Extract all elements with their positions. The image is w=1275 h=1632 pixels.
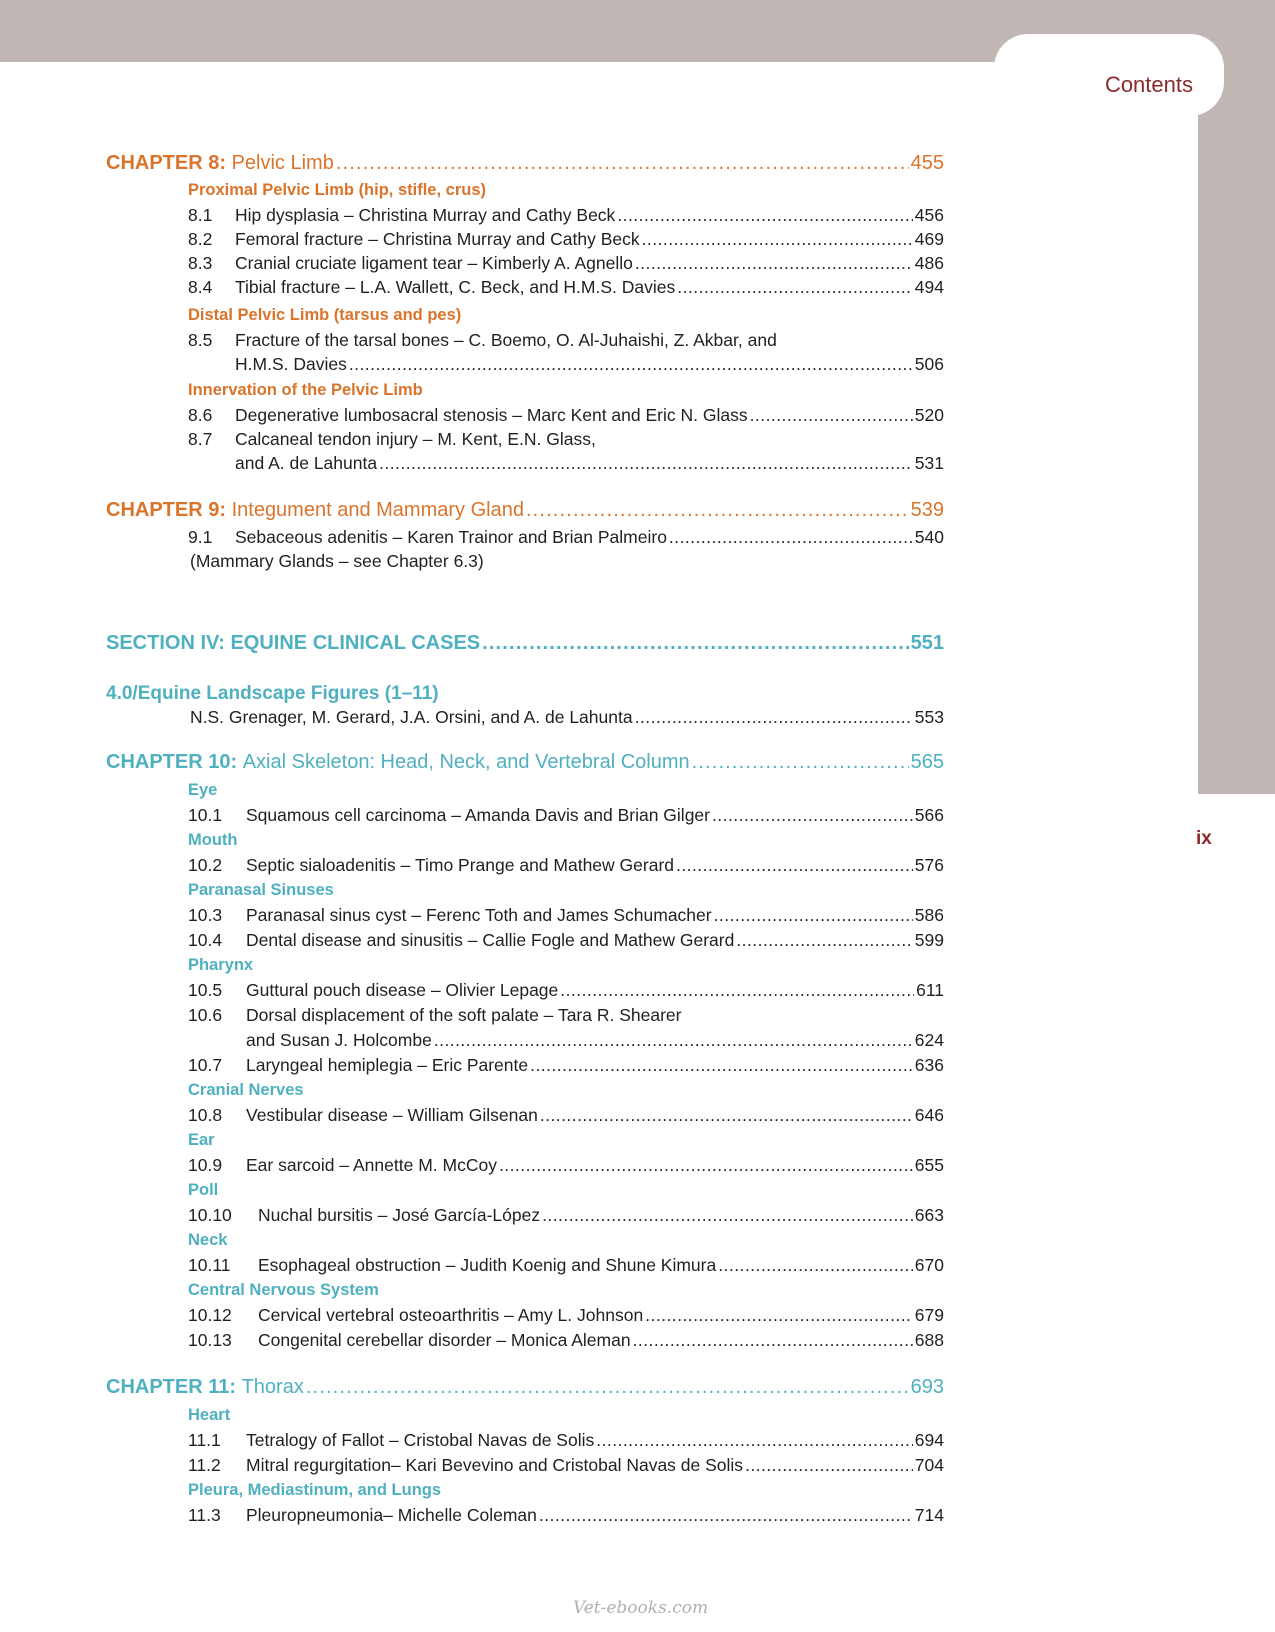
toc-entry[interactable]: 8.2 Femoral fracture – Christina Murray and Cathy Beck . . . 469 xyxy=(106,229,944,250)
toc-entry[interactable]: 10.12 Cervical vertebral osteoarthritis – Amy L. Johnson . . . 679 xyxy=(106,1305,944,1326)
toc-entry[interactable]: 10.10 Nuchal bursitis – José García-López . . . 663 xyxy=(106,1205,944,1226)
toc-entry-continued[interactable]: and A. de Lahunta . . . 531 xyxy=(106,453,944,474)
toc-entry[interactable]: 10.2 Septic sialoadenitis – Timo Prange and Mathew Gerard . . . 576 xyxy=(106,855,944,876)
toc-entry[interactable]: 10.11 Esophageal obstruction – Judith Koenig and Shune Kimura . . . 670 xyxy=(106,1255,944,1276)
subheading: Mouth xyxy=(188,831,238,849)
page-number: ix xyxy=(1196,828,1212,849)
chapter-9-heading[interactable]: CHAPTER 9: Integument and Mammary Gland . . . 539 xyxy=(106,499,944,522)
toc-entry[interactable]: 11.3 Pleuropneumonia– Michelle Coleman . . . 714 xyxy=(106,1505,944,1526)
subheading: Cranial Nerves xyxy=(188,1081,304,1099)
toc-entry-continued[interactable]: and Susan J. Holcombe . . . 624 xyxy=(106,1030,944,1051)
subheading: Poll xyxy=(188,1181,219,1199)
chapter-11-heading[interactable]: CHAPTER 11: Thorax . . . 693 xyxy=(106,1376,944,1399)
toc-entry[interactable]: 8.4 Tibial fracture – L.A. Wallett, C. Beck, and H.M.S. Davies . . . 494 xyxy=(106,277,944,298)
toc-entry-continued[interactable]: H.M.S. Davies . . . 506 xyxy=(106,354,944,375)
subheading: Distal Pelvic Limb (tarsus and pes) xyxy=(188,306,462,324)
cross-reference-note: (Mammary Glands – see Chapter 6.3) xyxy=(190,551,484,571)
dot-leader xyxy=(336,152,909,175)
running-head: Contents xyxy=(1104,72,1193,97)
watermark: Vet-ebooks.com xyxy=(573,1598,709,1618)
toc-entry[interactable]: 8.7 Calcaneal tendon injury – M. Kent, E.N. Glass, xyxy=(188,429,596,449)
toc-entry[interactable]: 8.1 Hip dysplasia – Christina Murray and Cathy Beck . . . 456 xyxy=(106,205,944,226)
toc-entry[interactable]: 10.1 Squamous cell carcinoma – Amanda Davis and Brian Gilger . . . 566 xyxy=(106,805,944,826)
subheading: Heart xyxy=(188,1406,231,1424)
subheading: Neck xyxy=(188,1231,228,1249)
subheading: Innervation of the Pelvic Limb xyxy=(188,381,423,399)
toc-entry[interactable]: 10.3 Paranasal sinus cyst – Ferenc Toth and James Schumacher . . . 586 xyxy=(106,905,944,926)
subheading: Eye xyxy=(188,781,218,799)
side-band xyxy=(1198,62,1275,794)
subheading: Central Nervous System xyxy=(188,1281,379,1299)
toc-entry[interactable]: 10.6 Dorsal displacement of the soft palate – Tara R. Shearer xyxy=(188,1005,682,1025)
toc-entry[interactable]: 9.1 Sebaceous adenitis – Karen Trainor and Brian Palmeiro . . . 540 xyxy=(106,527,944,548)
chapter-10-heading[interactable]: CHAPTER 10: Axial Skeleton: Head, Neck, and Vertebral Column . . . 565 xyxy=(106,751,944,774)
subheading: Paranasal Sinuses xyxy=(188,881,334,899)
landscape-figures-heading[interactable]: 4.0/Equine Landscape Figures (1–11) xyxy=(106,683,439,704)
toc-entry[interactable]: 10.5 Guttural pouch disease – Olivier Lepage . . . 611 xyxy=(106,980,944,1001)
toc-entry[interactable]: 8.5 Fracture of the tarsal bones – C. Boemo, O. Al-Juhaishi, Z. Akbar, and xyxy=(188,330,777,350)
section-4-heading[interactable]: SECTION IV: EQUINE CLINICAL CASES . . . 551 xyxy=(106,632,944,655)
toc-entry[interactable]: N.S. Grenager, M. Gerard, J.A. Orsini, and A. de Lahunta . . . 553 xyxy=(106,707,944,728)
toc-entry[interactable]: 10.8 Vestibular disease – William Gilsenan . . . 646 xyxy=(106,1105,944,1126)
toc-entry[interactable]: 10.7 Laryngeal hemiplegia – Eric Parente . . . 636 xyxy=(106,1055,944,1076)
toc-entry[interactable]: 11.1 Tetralogy of Fallot – Cristobal Navas de Solis . . . 694 xyxy=(106,1430,944,1451)
subheading: Proximal Pelvic Limb (hip, stifle, crus) xyxy=(188,181,486,199)
toc-entry[interactable]: 8.6 Degenerative lumbosacral stenosis – Marc Kent and Eric N. Glass . . . 520 xyxy=(106,405,944,426)
toc-entry[interactable]: 8.3 Cranial cruciate ligament tear – Kimberly A. Agnello . . . 486 xyxy=(106,253,944,274)
subheading: Ear xyxy=(188,1131,215,1149)
toc-entry[interactable]: 11.2 Mitral regurgitation– Kari Bevevino and Cristobal Navas de Solis . . . 704 xyxy=(106,1455,944,1476)
toc-entry[interactable]: 10.4 Dental disease and sinusitis – Callie Fogle and Mathew Gerard . . . 599 xyxy=(106,930,944,951)
toc-entry[interactable]: 10.9 Ear sarcoid – Annette M. McCoy . . . 655 xyxy=(106,1155,944,1176)
subheading: Pharynx xyxy=(188,956,254,974)
subheading: Pleura, Mediastinum, and Lungs xyxy=(188,1481,442,1499)
chapter-8-heading[interactable]: CHAPTER 8: Pelvic Limb . . . 455 xyxy=(106,152,944,175)
toc-entry[interactable]: 10.13 Congenital cerebellar disorder – Monica Aleman . . . 688 xyxy=(106,1330,944,1351)
